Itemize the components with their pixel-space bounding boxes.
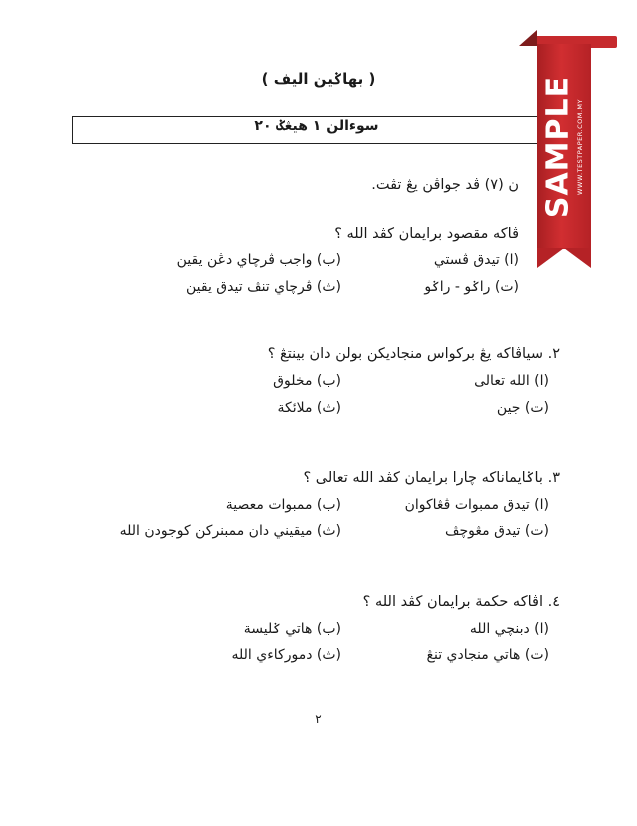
- question-1-option-d: (ث) ڤرچاي تنڤ تيدق يقين: [185, 279, 341, 295]
- question-1-option-c: (ت) راݢو - راݢو: [424, 279, 519, 295]
- question-1-option-b: (ب) واجب ڤرچاي دڠن يقين: [176, 252, 341, 268]
- question-2-stem: ٢. سياڤاكه يڠ بركواس منجاديكن بولن دان بينتڠ ؟: [267, 346, 560, 362]
- question-4-option-b: (ب) هاتي ݢليسة: [243, 621, 341, 637]
- page-number: ٢: [315, 712, 322, 726]
- question-4-option-d: (ث) دموركاءي الله: [231, 647, 341, 663]
- question-2-option-b: (ب) مخلوق: [273, 373, 341, 389]
- question-3-option-c: (ت) تيدق مڠوچڤ: [445, 523, 549, 539]
- question-3-option-a: (ا) تيدق ممبوات ڤڠاكوان: [404, 497, 549, 513]
- header-title: سوءالن ١ هيڠݢ ٢٠: [254, 118, 379, 134]
- question-4-option-a: (ا) دبنچي الله: [469, 621, 549, 637]
- sample-watermark: [537, 44, 591, 249]
- question-1-stem: ڤاكه مقصود برايمان كڤد الله ؟: [334, 226, 519, 242]
- question-3-option-d: (ث) ميقيني دان ممبنركن كوجودن الله: [119, 523, 341, 539]
- question-2-option-c: (ت) جين: [496, 400, 549, 416]
- question-2-option-d: (ث) ملائكة: [277, 400, 341, 416]
- question-2-option-a: (ا) الله تعالى: [474, 373, 549, 389]
- question-3-stem: ٣. باݢايماناكه چارا برايمان كڤد الله تعالى ؟: [303, 470, 560, 486]
- instruction-text: ن (٧) ڤد جواڤن يڠ تڤت.: [371, 177, 519, 193]
- question-1-option-a: (ا) تيدق ڤستي: [433, 252, 519, 268]
- sample-label: SAMPLE: [540, 75, 576, 218]
- sample-url: WWW.TESTPAPER.COM.MY: [576, 98, 584, 195]
- ribbon-fold: [519, 30, 537, 46]
- question-3-option-b: (ب) ممبوات معصية: [225, 497, 341, 513]
- ribbon-tail: [537, 248, 591, 268]
- question-4-option-c: (ت) هاتي منجادي تنڠ: [426, 647, 549, 663]
- section-title: ( بهاݢين اليف ): [261, 70, 376, 88]
- question-4-stem: ٤. اڤاكه حكمة برايمان كڤد الله ؟: [362, 594, 560, 610]
